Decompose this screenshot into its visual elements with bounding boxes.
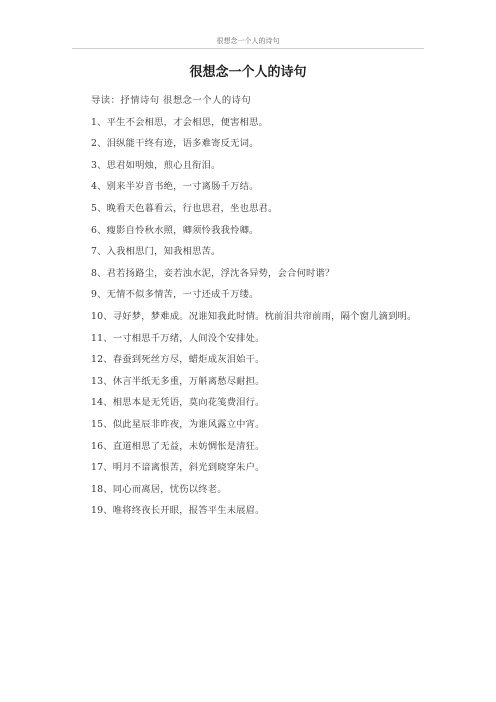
- poem-line: 4、别来半岁音书绝，一寸离肠千万结。: [91, 181, 259, 193]
- poem-line: 5、晚看天色暮看云，行也思君，坐也思君。: [91, 202, 278, 214]
- poem-line: 1、平生不会相思，才会相思，便害相思。: [91, 116, 269, 128]
- poem-line: 13、休言半纸无多重，万斛离愁尽耐担。: [91, 375, 265, 387]
- poem-line: 6、瘦影自怜秋水照，卿须怜我我怜卿。: [91, 224, 259, 236]
- poem-line: 3、思君如明烛，煎心且衔泪。: [91, 159, 221, 171]
- page-title: 很想念一个人的诗句: [189, 65, 307, 80]
- poem-line: 12、春蚕到死丝方尽，蜡炬成灰泪始干。: [91, 354, 265, 366]
- poem-line: 16、直道相思了无益，未妨惆怅是清狂。: [91, 440, 265, 452]
- document-body: [72, 90, 424, 522]
- poem-line: 8、君若扬路尘，妾若浊水泥，浮沈各异势，会合何时谐？: [91, 267, 335, 279]
- header-divider: [72, 48, 424, 49]
- poem-line: 11、一寸相思千万绪，人间没个安排处。: [91, 332, 265, 344]
- poem-line: 2、泪纵能干终有迹，语多难寄反无词。: [91, 138, 259, 150]
- poem-line: 7、入我相思门，知我相思苦。: [91, 246, 221, 258]
- poem-line: 9、无情不似多情苦，一寸还成千万缕。: [91, 289, 259, 301]
- poem-line: 14、相思本是无凭语，莫向花笺费泪行。: [91, 397, 265, 409]
- poem-line: 10、寻好梦，梦难成。况谁知我此时情。枕前泪共帘前雨，隔个窗儿滴到明。: [91, 310, 417, 322]
- poem-line: 18、同心而离居，忧伤以终老。: [91, 483, 227, 495]
- poem-line: 17、明月不谙离恨苦，斜光到晓穿朱户。: [91, 462, 265, 474]
- poem-line: 15、似此星辰非昨夜，为谁风露立中宵。: [91, 418, 265, 430]
- lead-paragraph: 导读：抒情诗句 很想念一个人的诗句: [91, 95, 252, 106]
- running-header: 很想念一个人的诗句: [216, 37, 280, 45]
- poem-line: 19、唯将终夜长开眼，报答平生未展眉。: [91, 505, 265, 517]
